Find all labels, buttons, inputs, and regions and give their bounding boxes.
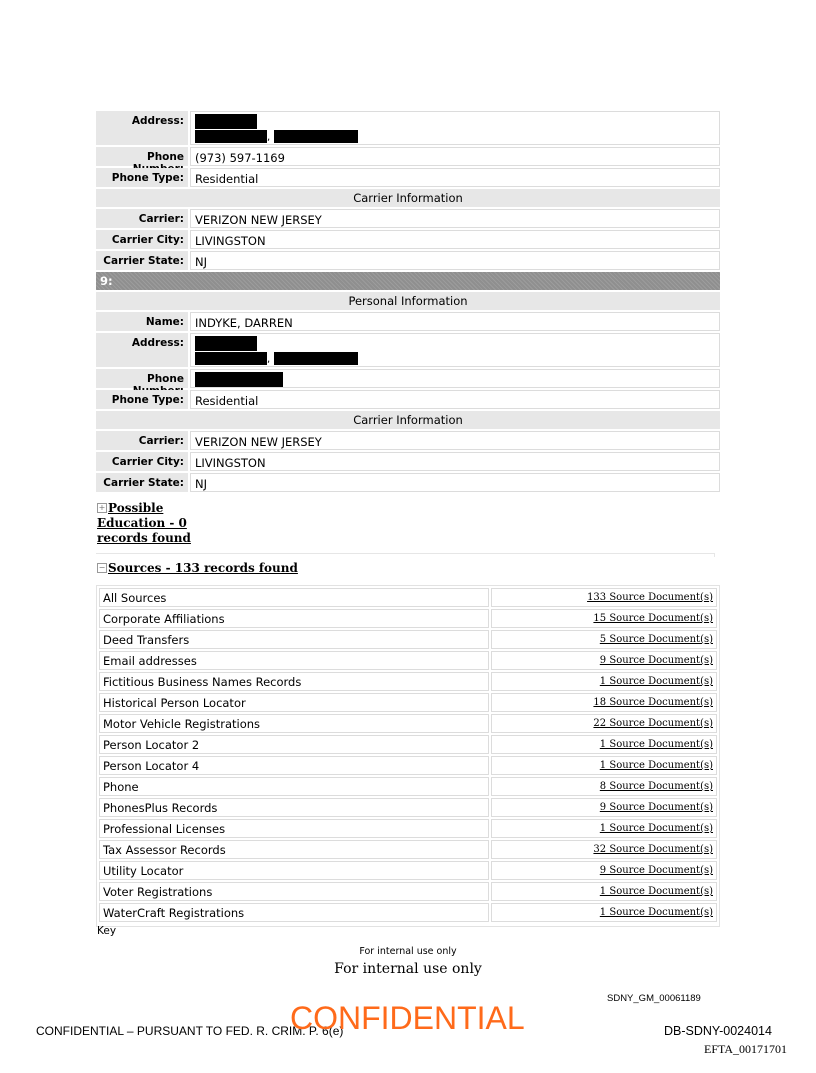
source-documents-link[interactable]: 1 Source Document(s): [491, 903, 717, 922]
name-label: Name:: [96, 312, 188, 331]
education-title-line3[interactable]: records found: [97, 531, 191, 545]
source-documents-link[interactable]: 1 Source Document(s): [491, 819, 717, 838]
confidential-stamp: CONFIDENTIAL: [290, 1000, 525, 1036]
carrier-city-label: Carrier City:: [96, 452, 188, 471]
source-row: [99, 651, 717, 670]
sources-toggle-link[interactable]: [97, 561, 298, 576]
phone-type-value: Residential: [190, 390, 720, 409]
carrier-value: VERIZON NEW JERSEY: [190, 431, 720, 450]
source-documents-link[interactable]: 1 Source Document(s): [491, 672, 717, 691]
redaction-block: [195, 130, 267, 143]
sources-table: [96, 585, 720, 927]
source-name: Corporate Affiliations: [99, 609, 489, 628]
source-documents-link[interactable]: 1 Source Document(s): [491, 882, 717, 901]
source-documents-link[interactable]: 32 Source Document(s): [491, 840, 717, 859]
carrier-city-label: Carrier City:: [96, 230, 188, 249]
key-link[interactable]: Key: [97, 925, 117, 937]
carrier-city-row: [96, 230, 720, 249]
source-row: [99, 882, 717, 901]
redaction-block: [195, 336, 257, 351]
source-name: All Sources: [99, 588, 489, 607]
phone-type-row: [96, 390, 720, 409]
source-name: Person Locator 4: [99, 756, 489, 775]
address-row: [96, 333, 720, 367]
redaction-block: [195, 372, 283, 387]
carrier-city-value: LIVINGSTON: [190, 230, 720, 249]
source-row: [99, 714, 717, 733]
phone-number-row: [96, 369, 720, 388]
carrier-value: VERIZON NEW JERSEY: [190, 209, 720, 228]
source-name: Phone: [99, 777, 489, 796]
source-row: [99, 588, 717, 607]
phone-type-value: Residential: [190, 168, 720, 187]
carrier-section-header: Carrier Information: [96, 189, 720, 207]
confidential-rule-notice: CONFIDENTIAL – PURSUANT TO FED. R. CRIM. P. 6(e): [36, 1024, 344, 1038]
source-name: Tax Assessor Records: [99, 840, 489, 859]
source-name: Historical Person Locator: [99, 693, 489, 712]
source-documents-link[interactable]: 15 Source Document(s): [491, 609, 717, 628]
sources-title[interactable]: Sources - 133 records found: [108, 561, 298, 575]
redaction-block: [274, 130, 358, 143]
carrier-section-header: Carrier Information: [96, 411, 720, 429]
source-row: [99, 819, 717, 838]
address-label: Address:: [96, 111, 188, 145]
collapse-icon[interactable]: −: [98, 563, 106, 572]
carrier-state-value: NJ: [190, 251, 720, 270]
expand-icon[interactable]: +: [98, 503, 106, 512]
address-value: ,: [190, 333, 720, 367]
source-row: [99, 630, 717, 649]
phone-number-label: Phone: [96, 147, 188, 166]
source-name: Motor Vehicle Registrations: [99, 714, 489, 733]
address-value: ,: [190, 111, 720, 145]
phone-type-row: [96, 168, 720, 187]
source-name: Deed Transfers: [99, 630, 489, 649]
source-row: [99, 693, 717, 712]
redaction-block: [274, 352, 358, 365]
carrier-state-row: [96, 251, 720, 270]
source-documents-link[interactable]: 9 Source Document(s): [491, 798, 717, 817]
education-title-line1[interactable]: Possible: [108, 501, 164, 515]
source-documents-link[interactable]: 9 Source Document(s): [491, 861, 717, 880]
phone-type-label: Phone Type:: [96, 168, 188, 187]
source-name: PhonesPlus Records: [99, 798, 489, 817]
phone-number-value: (973) 597-1169: [190, 147, 720, 166]
source-documents-link[interactable]: 9 Source Document(s): [491, 651, 717, 670]
name-row: [96, 312, 720, 331]
source-row: [99, 672, 717, 691]
source-name: WaterCraft Registrations: [99, 903, 489, 922]
carrier-state-value: NJ: [190, 473, 720, 492]
source-name: Email addresses: [99, 651, 489, 670]
record-number-header: 9:: [96, 272, 720, 290]
phone-number-label: Phone: [96, 369, 188, 388]
phone-type-label: Phone Type:: [96, 390, 188, 409]
carrier-state-label: Carrier State:: [96, 251, 188, 270]
carrier-city-value: LIVINGSTON: [190, 452, 720, 471]
person-record: [96, 111, 720, 494]
source-row: [99, 861, 717, 880]
source-documents-link[interactable]: 22 Source Document(s): [491, 714, 717, 733]
source-row: [99, 777, 717, 796]
education-title-line2[interactable]: Education - 0: [97, 516, 187, 530]
carrier-state-label: Carrier State:: [96, 473, 188, 492]
source-documents-link[interactable]: 8 Source Document(s): [491, 777, 717, 796]
source-row: [99, 798, 717, 817]
internal-use-note-large: For internal use only: [334, 961, 482, 977]
bates-gm-number: SDNY_GM_00061189: [607, 993, 701, 1004]
source-name: Professional Licenses: [99, 819, 489, 838]
redaction-block: [195, 352, 267, 365]
source-row: [99, 903, 717, 922]
carrier-state-row: [96, 473, 720, 492]
personal-section-header: Personal Information: [96, 292, 720, 310]
source-name: Utility Locator: [99, 861, 489, 880]
carrier-label: Carrier:: [96, 209, 188, 228]
carrier-city-row: [96, 452, 720, 471]
phone-number-value: [190, 369, 720, 388]
phone-number-row: [96, 147, 720, 166]
source-name: Person Locator 2: [99, 735, 489, 754]
carrier-row: [96, 209, 720, 228]
bates-db-number: DB-SDNY-0024014: [664, 1024, 772, 1038]
internal-use-note-small: For internal use only: [359, 946, 457, 957]
carrier-label: Carrier:: [96, 431, 188, 450]
address-row: [96, 111, 720, 145]
education-toggle-link[interactable]: [97, 501, 191, 546]
carrier-row: [96, 431, 720, 450]
source-row: [99, 609, 717, 628]
source-row: [99, 840, 717, 859]
section-divider: [96, 553, 715, 557]
redaction-block: [195, 114, 257, 129]
source-documents-link[interactable]: 133 Source Document(s): [491, 588, 717, 607]
source-documents-link[interactable]: 18 Source Document(s): [491, 693, 717, 712]
source-name: Fictitious Business Names Records: [99, 672, 489, 691]
source-name: Voter Registrations: [99, 882, 489, 901]
source-documents-link[interactable]: 5 Source Document(s): [491, 630, 717, 649]
source-documents-link[interactable]: 1 Source Document(s): [491, 756, 717, 775]
source-documents-link[interactable]: 1 Source Document(s): [491, 735, 717, 754]
address-label: Address:: [96, 333, 188, 367]
source-row: [99, 735, 717, 754]
name-value: INDYKE, DARREN: [190, 312, 720, 331]
bates-efta-number: EFTA_00171701: [704, 1042, 788, 1056]
source-row: [99, 756, 717, 775]
